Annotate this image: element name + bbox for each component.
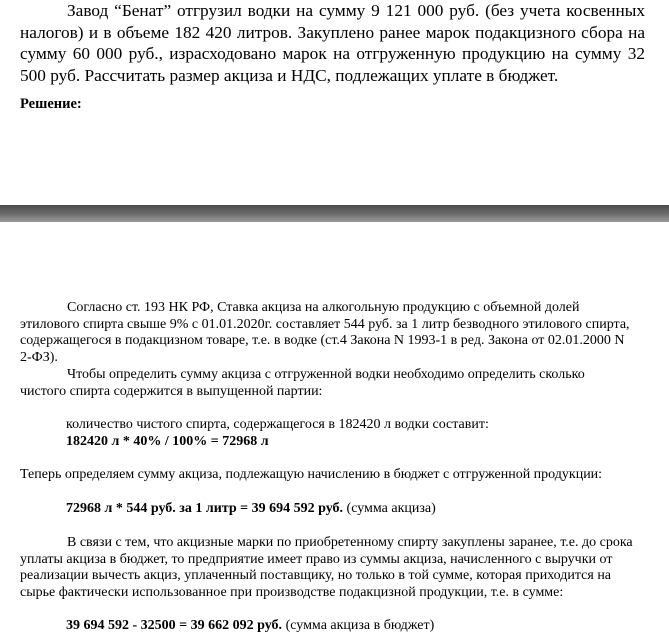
task-section bbox=[0, 0, 669, 205]
formula-excise-amount bbox=[66, 501, 436, 518]
solution-paragraph-3: количество чистого спирта, содержащегося в 182420 л водки составит: bbox=[66, 417, 489, 432]
formula-excise-amount-note: (сумма акциза) bbox=[343, 501, 436, 516]
solution-paragraph-1: Согласно ст. 193 НК РФ, Ставка акциза на алкогольную продукцию с объемной долей этилового спирта свыше 9% с 01.01.2020г. составляет 544 руб. за 1 литр безводного этилового спирта, содержащегося в подакцизном товаре, т.е. в водке (ст.4 Закона N 1993-1 в ред. Закона от 02.01.2000 N 2-ФЗ). bbox=[20, 300, 630, 365]
solution-label: Решение: bbox=[20, 96, 82, 112]
formula-excise-payable-note: (сумма акциза в бюджет) bbox=[282, 618, 435, 633]
formula-spirit-volume-text: 182420 л * 40% / 100% = 72968 л bbox=[66, 434, 269, 449]
solution-section bbox=[0, 222, 669, 637]
solution-paragraph-4: Теперь определяем сумму акциза, подлежащую начислению в бюджет с отгруженной продукции: bbox=[20, 467, 603, 482]
formula-spirit-volume bbox=[66, 434, 269, 451]
solution-paragraph-2: Чтобы определить сумму акциза с отгруженной водки необходимо определить сколько чистого спирта содержится в выпущенной партии: bbox=[20, 367, 585, 399]
task-text: Завод “Бенат” отгрузил водки на сумму 9 121 000 руб. (без учета косвенных налогов) и в объеме 182 420 литров. Закуплено ранее марок подакцизного сбора на сумму 60 000 руб., израсходовано марок на отгруженную продукцию на сумму 32 500 руб. Рассчитать размер акциза и НДС, подлежащих уплате в бюджет. bbox=[20, 1, 645, 85]
page-divider bbox=[0, 205, 669, 222]
formula-excise-payable bbox=[66, 618, 434, 635]
formula-excise-amount-text: 72968 л * 544 руб. за 1 литр = 39 694 592 руб. bbox=[66, 501, 344, 516]
formula-excise-payable-text: 39 694 592 - 32500 = 39 662 092 руб. bbox=[66, 618, 283, 633]
solution-paragraph-5: В связи с тем, что акцизные марки по приобретенному спирту закуплены заранее, т.е. до срока уплаты акциза в бюджет, то предприятие имеет право из суммы акциза, начисленного с выручки от реализации вычесть акциз, уплаченный поставщику, но только в той сумме, которая приходится на сырье фактически использованное при производстве подакцизной продукции, т.е. в сумме: bbox=[20, 535, 633, 600]
